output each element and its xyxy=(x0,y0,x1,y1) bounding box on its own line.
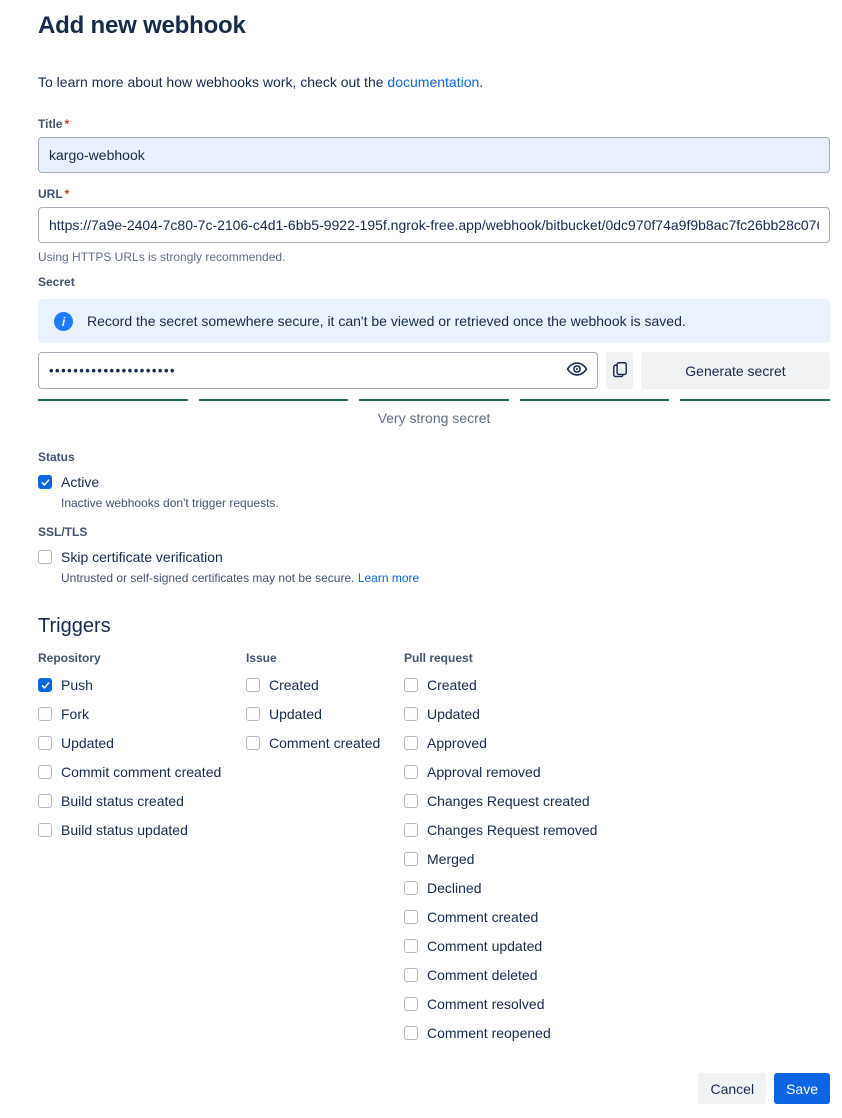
trigger-checkbox-label: Push xyxy=(61,677,93,693)
strength-segment xyxy=(680,399,830,401)
cancel-button[interactable]: Cancel xyxy=(698,1073,766,1104)
trigger-checkbox-repository-push[interactable] xyxy=(38,675,246,695)
intro-text xyxy=(38,72,830,92)
trigger-checkbox-label: Comment reopened xyxy=(427,1025,551,1041)
checkbox-unchecked[interactable] xyxy=(404,852,418,866)
ssl-helper xyxy=(61,570,830,586)
title-label-text: Title xyxy=(38,117,63,131)
trigger-checkbox-pull-request-declined[interactable] xyxy=(404,878,830,898)
checkbox-checked[interactable] xyxy=(38,678,52,692)
trigger-checkbox-repository-fork[interactable] xyxy=(38,704,246,724)
trigger-checkbox-pull-request-changes-request-created[interactable] xyxy=(404,791,830,811)
trigger-checkbox-label: Comment resolved xyxy=(427,996,545,1012)
checkbox-unchecked[interactable] xyxy=(404,881,418,895)
ssl-skip-verification-checkbox-row[interactable] xyxy=(38,547,830,567)
trigger-checkbox-pull-request-comment-resolved[interactable] xyxy=(404,994,830,1014)
secret-input[interactable] xyxy=(38,352,598,389)
trigger-checkbox-label: Updated xyxy=(427,706,480,722)
trigger-checkbox-pull-request-changes-request-removed[interactable] xyxy=(404,820,830,840)
checkbox-unchecked[interactable] xyxy=(38,794,52,808)
triggers-columns xyxy=(38,650,830,1043)
url-label-text: URL xyxy=(38,187,63,201)
secret-input-wrap xyxy=(38,352,598,389)
trigger-checkbox-label: Comment updated xyxy=(427,938,543,954)
trigger-checkbox-pull-request-approval-removed[interactable] xyxy=(404,762,830,782)
trigger-checkbox-pull-request-created[interactable] xyxy=(404,675,830,695)
trigger-checkbox-issue-created[interactable] xyxy=(246,675,404,695)
info-icon: i xyxy=(54,312,73,331)
copy-secret-button[interactable] xyxy=(606,352,633,389)
trigger-column-header: Repository xyxy=(38,651,101,665)
trigger-column-header: Pull request xyxy=(404,651,473,665)
checkbox-unchecked[interactable] xyxy=(38,823,52,837)
trigger-checkbox-label: Build status updated xyxy=(61,822,188,838)
trigger-checkbox-label: Comment created xyxy=(269,735,381,751)
intro-text-before: To learn more about how webhooks work, check out the xyxy=(38,74,388,90)
secret-label: Secret xyxy=(38,275,75,289)
status-checkbox-label: Active xyxy=(61,474,100,490)
checkbox-unchecked[interactable] xyxy=(246,736,260,750)
checkbox-unchecked[interactable] xyxy=(246,678,260,692)
trigger-checkbox-label: Fork xyxy=(61,706,89,722)
secret-info-banner xyxy=(38,299,830,343)
copy-icon xyxy=(610,359,630,382)
checkbox-checked[interactable] xyxy=(38,475,52,489)
strength-segment xyxy=(199,399,349,401)
strength-segment xyxy=(359,399,509,401)
trigger-checkbox-repository-build-status-updated[interactable] xyxy=(38,820,246,840)
trigger-column-issue xyxy=(246,650,404,1043)
trigger-column-repository xyxy=(38,650,246,1043)
trigger-checkbox-label: Build status created xyxy=(61,793,184,809)
checkbox-unchecked[interactable] xyxy=(404,823,418,837)
strength-segment xyxy=(520,399,670,401)
secret-row xyxy=(38,352,830,389)
ssl-label: SSL/TLS xyxy=(38,525,88,539)
eye-icon xyxy=(566,358,588,383)
trigger-checkbox-issue-updated[interactable] xyxy=(246,704,404,724)
status-active-checkbox-row[interactable] xyxy=(38,472,830,492)
trigger-checkbox-pull-request-comment-updated[interactable] xyxy=(404,936,830,956)
checkbox-unchecked[interactable] xyxy=(38,765,52,779)
trigger-column-pull-request xyxy=(404,650,830,1043)
trigger-checkbox-pull-request-updated[interactable] xyxy=(404,704,830,724)
checkbox-unchecked[interactable] xyxy=(38,707,52,721)
trigger-checkbox-label: Updated xyxy=(269,706,322,722)
checkbox-unchecked[interactable] xyxy=(246,707,260,721)
trigger-checkbox-label: Comment created xyxy=(427,909,539,925)
triggers-heading: Triggers xyxy=(38,615,111,637)
trigger-checkbox-pull-request-approved[interactable] xyxy=(404,733,830,753)
trigger-checkbox-repository-build-status-created[interactable] xyxy=(38,791,246,811)
trigger-checkbox-label: Created xyxy=(427,677,477,693)
url-input[interactable] xyxy=(38,207,830,243)
trigger-checkbox-label: Updated xyxy=(61,735,114,751)
trigger-checkbox-pull-request-comment-reopened[interactable] xyxy=(404,1023,830,1043)
trigger-checkbox-repository-commit-comment-created[interactable] xyxy=(38,762,246,782)
checkbox-unchecked[interactable] xyxy=(404,707,418,721)
trigger-checkbox-label: Changes Request created xyxy=(427,793,590,809)
trigger-checkbox-label: Declined xyxy=(427,880,482,896)
ssl-checkbox-label: Skip certificate verification xyxy=(61,549,223,565)
secret-strength-meter xyxy=(38,399,830,401)
checkbox-unchecked[interactable] xyxy=(404,910,418,924)
url-helper: Using HTTPS URLs is strongly recommended. xyxy=(38,250,286,264)
documentation-link[interactable]: documentation xyxy=(387,74,480,90)
strength-segment xyxy=(38,399,188,401)
checkbox-unchecked[interactable] xyxy=(404,736,418,750)
trigger-checkbox-label: Merged xyxy=(427,851,475,867)
checkbox-unchecked[interactable] xyxy=(404,1026,418,1040)
checkbox-unchecked[interactable] xyxy=(404,939,418,953)
footer-actions xyxy=(38,1073,830,1104)
checkbox-unchecked[interactable] xyxy=(404,997,418,1011)
checkbox-unchecked[interactable] xyxy=(404,968,418,982)
url-label xyxy=(38,186,830,202)
checkbox-unchecked[interactable] xyxy=(38,736,52,750)
learn-more-link[interactable]: Learn more xyxy=(357,571,420,585)
status-label: Status xyxy=(38,450,75,464)
required-asterisk: * xyxy=(64,187,70,201)
trigger-checkbox-label: Comment deleted xyxy=(427,967,538,983)
trigger-checkbox-pull-request-comment-created[interactable] xyxy=(404,907,830,927)
trigger-checkbox-pull-request-merged[interactable] xyxy=(404,849,830,869)
checkbox-unchecked[interactable] xyxy=(404,678,418,692)
ssl-helper-text: Untrusted or self-signed certificates may not be secure. xyxy=(61,571,358,585)
save-button[interactable]: Save xyxy=(774,1073,830,1104)
trigger-column-header: Issue xyxy=(246,651,277,665)
checkbox-unchecked[interactable] xyxy=(404,794,418,808)
trigger-checkbox-label: Created xyxy=(269,677,319,693)
required-asterisk: * xyxy=(64,117,70,131)
show-secret-button[interactable] xyxy=(564,358,590,384)
intro-text-after: . xyxy=(479,74,484,90)
checkbox-unchecked[interactable] xyxy=(404,765,418,779)
checkbox-unchecked[interactable] xyxy=(38,550,52,564)
title-input[interactable] xyxy=(38,137,830,173)
page-title: Add new webhook xyxy=(38,12,246,39)
trigger-checkbox-label: Approved xyxy=(427,735,487,751)
trigger-checkbox-label: Commit comment created xyxy=(61,764,222,780)
trigger-checkbox-repository-updated[interactable] xyxy=(38,733,246,753)
secret-banner-text: Record the secret somewhere secure, it can't be viewed or retrieved once the webhook is saved. xyxy=(87,313,686,329)
trigger-checkbox-issue-comment-created[interactable] xyxy=(246,733,404,753)
trigger-checkbox-label: Changes Request removed xyxy=(427,822,598,838)
trigger-checkbox-label: Approval removed xyxy=(427,764,541,780)
generate-secret-button[interactable]: Generate secret xyxy=(641,352,830,389)
status-helper: Inactive webhooks don't trigger requests. xyxy=(61,496,279,510)
secret-strength-label: Very strong secret xyxy=(377,410,491,426)
trigger-checkbox-pull-request-comment-deleted[interactable] xyxy=(404,965,830,985)
title-label xyxy=(38,116,830,132)
